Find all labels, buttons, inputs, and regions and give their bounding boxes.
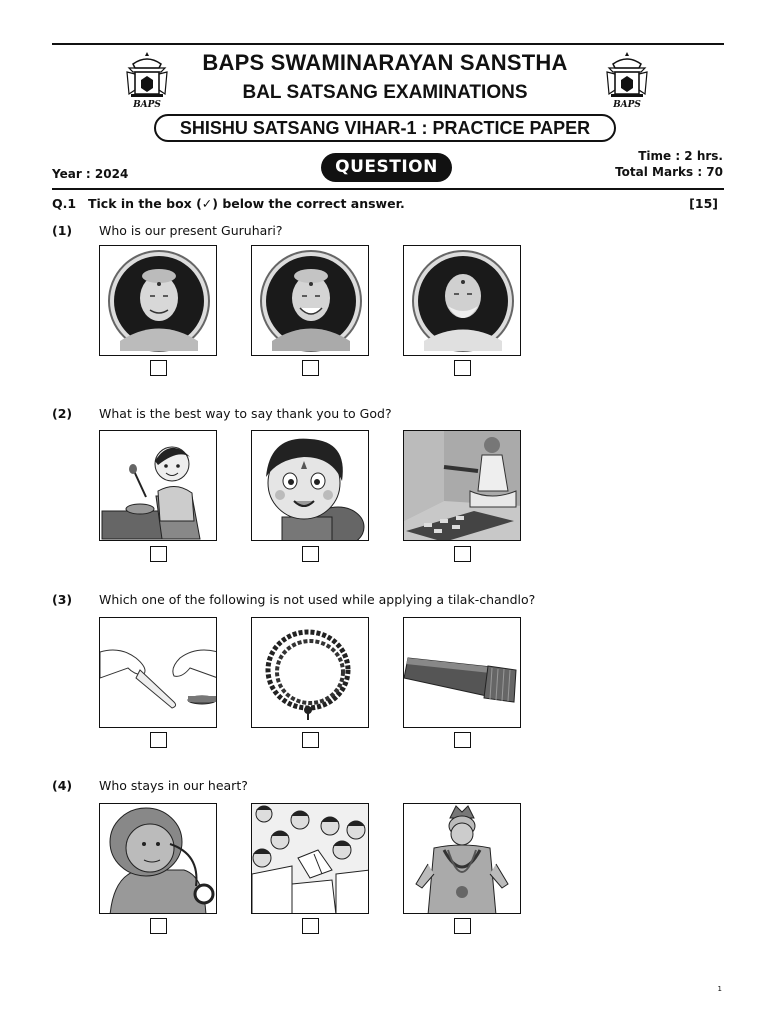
question-text: Which one of the following is not used while applying a tilak-chandlo? <box>99 592 536 607</box>
logo-text: BAPS <box>613 100 641 110</box>
year-label: Year : 2024 <box>52 167 129 181</box>
header-rule <box>52 188 724 190</box>
organization-title: BAPS SWAMINARAYAN SANSTHA <box>202 50 568 75</box>
question-number: (3) <box>52 592 73 607</box>
paper-title: SHISHU SATSANG VIHAR-1 : PRACTICE PAPER <box>154 114 616 142</box>
option-man-bowing <box>403 430 521 541</box>
answer-checkbox[interactable] <box>302 732 319 748</box>
answer-checkbox[interactable] <box>302 918 319 934</box>
option-crowd-reading <box>251 803 369 914</box>
question-number: (1) <box>52 223 73 238</box>
total-marks-label: Total Marks : 70 <box>615 165 723 179</box>
option-murti <box>403 803 521 914</box>
time-label: Time : 2 hrs. <box>638 149 723 163</box>
q1-instruction: Tick in the box (✓) below the correct answer. <box>88 196 405 211</box>
option-portrait-1 <box>99 245 217 356</box>
option-child-face <box>251 430 369 541</box>
answer-checkbox[interactable] <box>302 546 319 562</box>
answer-checkbox[interactable] <box>454 918 471 934</box>
question-section-label: QUESTION <box>321 153 452 182</box>
page-number: 1 <box>717 985 722 993</box>
q1-number: Q.1 <box>52 196 77 211</box>
option-mala-beads <box>251 617 369 728</box>
answer-checkbox[interactable] <box>150 732 167 748</box>
answer-checkbox[interactable] <box>454 546 471 562</box>
q1-marks: [15] <box>689 196 718 211</box>
question-number: (4) <box>52 778 73 793</box>
top-rule <box>52 43 724 45</box>
option-portrait-2 <box>251 245 369 356</box>
answer-checkbox[interactable] <box>150 546 167 562</box>
answer-checkbox[interactable] <box>454 360 471 376</box>
answer-checkbox[interactable] <box>150 918 167 934</box>
answer-checkbox[interactable] <box>150 360 167 376</box>
option-hands-applying <box>99 617 217 728</box>
option-doctor <box>99 803 217 914</box>
question-number: (2) <box>52 406 73 421</box>
logo-text: BAPS <box>133 100 161 110</box>
question-text: Who stays in our heart? <box>99 778 248 793</box>
answer-checkbox[interactable] <box>302 360 319 376</box>
question-text: Who is our present Guruhari? <box>99 223 283 238</box>
option-chandan-stick <box>403 617 521 728</box>
answer-checkbox[interactable] <box>454 732 471 748</box>
option-portrait-3 <box>403 245 521 356</box>
option-cooking <box>99 430 217 541</box>
examinations-title: BAL SATSANG EXAMINATIONS <box>242 82 528 103</box>
question-text: What is the best way to say thank you to God? <box>99 406 392 421</box>
